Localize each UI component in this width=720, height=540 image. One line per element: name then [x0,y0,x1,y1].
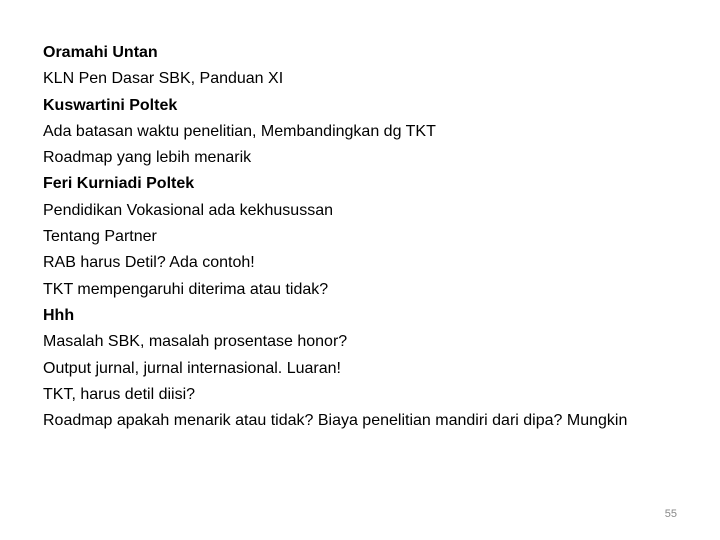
note-line: Pendidikan Vokasional ada kekhusussan [43,201,333,219]
heading-hhh: Hhh [43,306,75,324]
note-line: Ada batasan waktu penelitian, Membandingkan dg TKT [43,122,436,140]
note-line: Roadmap yang lebih menarik [43,149,252,167]
heading-feri-kurniadi-poltek: Feri Kurniadi Poltek [43,175,195,193]
note-line: Output jurnal, jurnal internasional. Luaran! [43,359,341,377]
heading-oramahi-untan: Oramahi Untan [43,44,158,61]
notes-list [43,40,683,432]
note-line: Tentang Partner [43,228,157,246]
note-line: Masalah SBK, masalah prosentase honor? [43,333,348,351]
heading-kuswartini-poltek: Kuswartini Poltek [43,96,178,114]
note-line: KLN Pen Dasar SBK, Panduan XI [43,70,284,88]
note-line: RAB harus Detil? Ada contoh! [43,254,255,272]
note-line: Roadmap apakah menarik atau tidak? Biaya penelitian mandiri dari dipa? Mungkin [43,412,628,430]
note-line: TKT, harus detil diisi? [43,385,196,403]
page-number: 55 [664,508,677,520]
note-line: TKT mempengaruhi diterima atau tidak? [43,280,329,298]
